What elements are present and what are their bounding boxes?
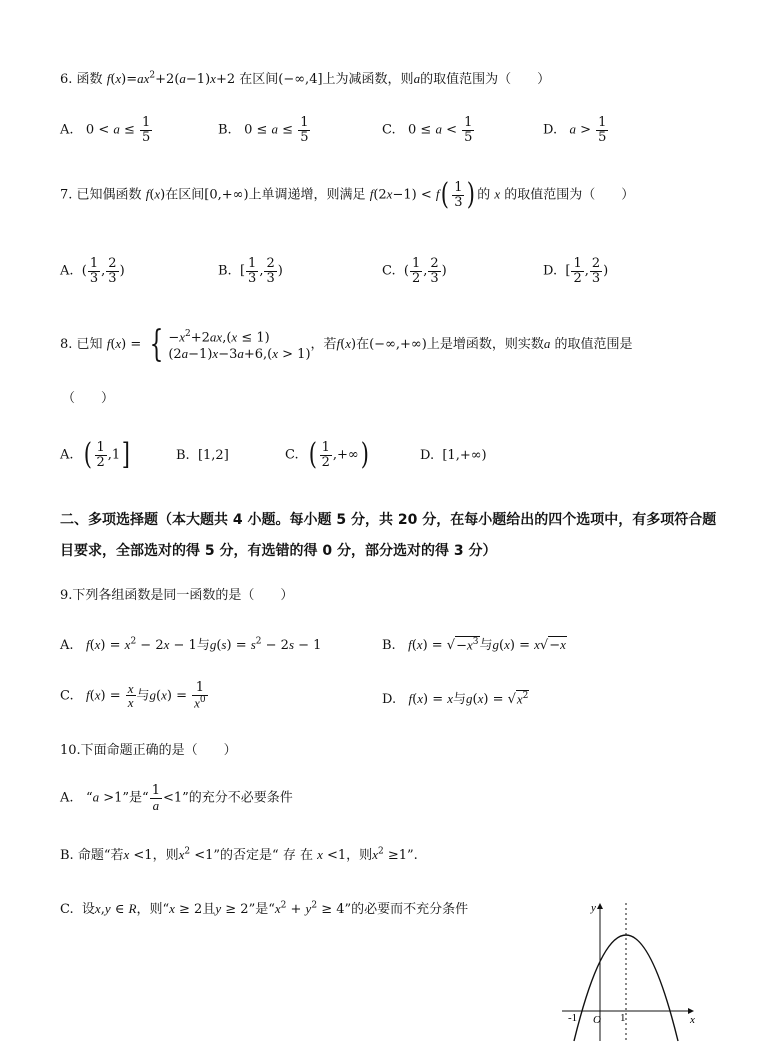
q10-c-text2: ，则“ xyxy=(136,902,170,917)
q6-option-a[interactable]: A. 0 < a ≤ $\frac{1}{5}$ xyxy=(60,115,151,145)
q6-formula: f xyxy=(106,71,111,86)
q6-option-c[interactable]: C. 0 ≤ a < $\frac{1}{5}$ xyxy=(382,115,473,145)
q8-option-d-label: D. xyxy=(420,448,435,463)
tick-label-1: 1 xyxy=(620,1012,626,1024)
q7-option-c-label: C. xyxy=(382,263,396,279)
q7-end: 的取值范围为（ ） xyxy=(504,187,635,203)
q10-option-c-label: C. xyxy=(60,902,74,917)
q7-option-c[interactable]: C. ( $\frac{1}{2}$ , $\frac{2}{3}$ ) xyxy=(382,256,447,286)
q7-option-a[interactable]: A. ( $\frac{1}{3}$ , $\frac{2}{3}$ ) xyxy=(60,256,125,286)
section-2-heading-line2: 目要求，全部选对的得 5 分，有选错的得 0 分，部分选对的得 3 分） xyxy=(60,543,497,559)
q9-option-b-label: B. xyxy=(382,638,396,653)
q7-option-b-label: B. xyxy=(218,263,232,279)
q7-mid: 在区间 xyxy=(165,187,205,203)
q6-suffix: 上为减函数，则 xyxy=(322,72,414,87)
q10-option-b[interactable]: B. 命题“若x <1，则$x^2 <1$”的否定是“ 存 在 x <1，则$x^2 \ge 1$”. xyxy=(60,846,418,863)
q8-prefix: 8. 已知 xyxy=(60,337,103,353)
q8-option-d[interactable]: D. [1,+∞) xyxy=(420,448,487,463)
q10-b-text3: ”的否定是“ 存 在 xyxy=(213,848,313,863)
q9-b-yu: 与 xyxy=(479,638,493,653)
q6-option-a-label: A. xyxy=(60,122,74,138)
q6-interval: (−∞,4] xyxy=(278,72,323,87)
tick-label-neg1: -1 xyxy=(568,1012,578,1024)
question-7-stem: 7. 已知偶函数 f(x)在区间[0,+∞)上单调递增，则满足 f(2x−1) < f( $\frac{1}{3}$ ) 的 x 的取值范围为（ ） xyxy=(60,177,635,212)
q8-option-a[interactable]: A. ( $\frac{1}{2}$ ,1] xyxy=(60,437,131,472)
q10-a-text1: “ xyxy=(85,790,93,806)
q6-option-d-label: D. xyxy=(543,122,558,138)
q7-option-d-label: D. xyxy=(543,263,558,279)
q8-mid: ，若 xyxy=(310,337,337,353)
q6-option-c-label: C. xyxy=(382,122,396,138)
q7-option-b[interactable]: B. [ $\frac{1}{3}$ , $\frac{2}{3}$ ) xyxy=(218,256,283,286)
q9-d-yu: 与 xyxy=(453,692,467,707)
q9-c-yu: 与 xyxy=(136,688,150,704)
q8-option-b[interactable]: B. [1,2] xyxy=(176,448,229,463)
q8-piecewise: $-x^2+2ax,(x \le 1)$ (2a−1)x−3a+6,(x > 1) xyxy=(168,329,311,363)
q10-c-text1: 设 xyxy=(81,902,95,917)
q10-b-text5: ”. xyxy=(407,848,418,863)
q9-a-yu: 与 xyxy=(196,638,210,653)
q8-end: 的取值范围是 xyxy=(554,337,633,353)
q7-option-d[interactable]: D. [ $\frac{1}{2}$ , $\frac{2}{3}$ ) xyxy=(543,256,609,286)
q9-option-a-label: A. xyxy=(60,638,74,653)
q6-option-b-label: B. xyxy=(218,122,232,138)
q6-end: 的取值范围为（ ） xyxy=(420,72,551,87)
q10-option-c[interactable]: C. 设x,y ∈ R，则“x ≥ 2且y ≥ 2”是“$x^2 + y^2 \ge 4$”的必要而不充分条件 xyxy=(60,900,469,917)
q9-option-a[interactable]: A. $f(x) = x^2 - 2x - 1$与$g(s) = s^2 - 2s - 1$ xyxy=(60,636,322,653)
x-axis-label: x xyxy=(690,1014,695,1026)
q6-mid: 在区间 xyxy=(239,72,279,87)
question-8-stem: 8. 已知 f(x) = { $-x^2+2ax,(x \le 1)$ (2a−1)x−3a+6,(x > 1) ，若f(x)在(−∞,+∞)上是增函数，则实数a 的取值范围是 xyxy=(60,323,633,365)
q8-option-a-label: A. xyxy=(60,447,74,463)
question-10-stem: 10.下面命题正确的是（ ） xyxy=(60,743,237,758)
q10-option-b-label: B. xyxy=(60,848,74,863)
q8-option-c-label: C. xyxy=(285,447,299,463)
q6-option-b[interactable]: B. 0 ≤ a ≤ $\frac{1}{5}$ xyxy=(218,115,309,145)
q8-option-b-label: B. xyxy=(176,448,190,463)
parabola-graph xyxy=(560,895,710,1043)
q8-mid2: 在 xyxy=(356,337,370,353)
q10-b-text1: 命题“若 xyxy=(77,848,124,863)
q10-a-text3: ”的充分不必要条件 xyxy=(182,790,293,806)
q8-paren: （ ） xyxy=(62,391,115,406)
q10-a-text2: ”是“ xyxy=(122,790,149,806)
question-6-stem: 6. 函数 $f(x)=ax^2+2(a-1)x+2$ 在区间(−∞,4]上为减函数，则a的取值范围为（ ） xyxy=(60,70,551,87)
q6-option-d[interactable]: D. a > $\frac{1}{5}$ xyxy=(543,115,607,145)
section-2-heading-line1: 二、多项选择题（本大题共 4 小题。每小题 5 分，共 20 分，在每小题给出的四个选项中，有多项符合题 xyxy=(60,512,717,528)
q10-b-text4: ，则 xyxy=(346,848,373,863)
origin-label: O xyxy=(593,1014,601,1026)
q9-option-c-label: C. xyxy=(60,688,74,704)
q7-mid2: 上单调递增，则满足 xyxy=(248,187,366,203)
q6-prefix: 6. 函数 xyxy=(60,72,103,87)
q10-option-a[interactable]: A. “a >1”是“ $\frac{1}{a}$ <1”的充分不必要条件 xyxy=(60,783,293,813)
q7-option-a-label: A. xyxy=(60,263,74,279)
q7-prefix: 7. 已知偶函数 xyxy=(60,187,142,203)
q10-b-text2: ，则 xyxy=(152,848,179,863)
q8-option-c[interactable]: C. ( $\frac{1}{2}$ ,+∞) xyxy=(285,437,369,472)
q9-option-d[interactable]: D. f(x) = x与$g(x) = √x^2$ xyxy=(382,690,529,707)
y-axis-label: y xyxy=(591,902,596,914)
q10-c-text3: 且 xyxy=(202,902,216,917)
q10-c-text5: ”的必要而不充分条件 xyxy=(344,902,469,917)
question-9-stem: 9.下列各组函数是同一函数的是（ ） xyxy=(60,588,294,603)
y-axis-arrow-icon xyxy=(597,903,603,909)
q8-mid3: 上是增函数，则实数 xyxy=(426,337,544,353)
q10-c-text4: ”是“ xyxy=(248,902,275,917)
q9-option-b[interactable]: B. $f(x) = √-x^3$与g(x) = x√−x xyxy=(382,636,566,653)
q9-option-d-label: D. xyxy=(382,692,397,707)
q10-option-a-label: A. xyxy=(60,790,74,806)
q9-option-c[interactable]: C. f(x) = $\frac{x}{x}$ 与g(x) = $\frac{1}{x^0}$ xyxy=(60,680,206,711)
